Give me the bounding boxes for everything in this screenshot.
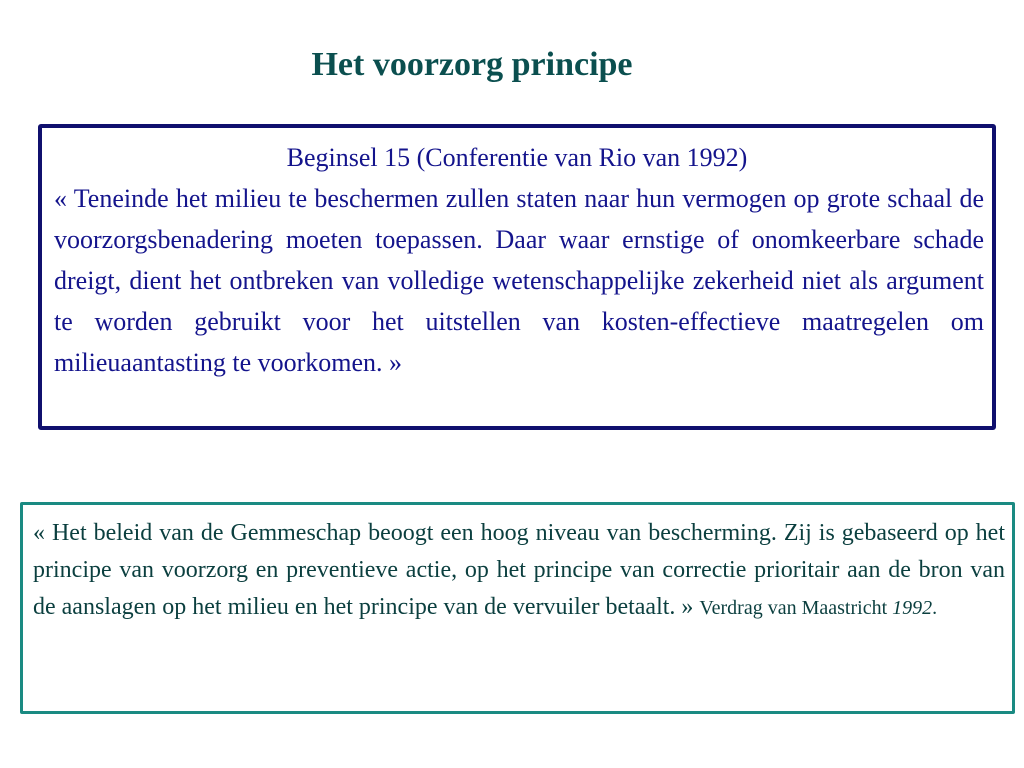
rio-box-heading: Beginsel 15 (Conferentie van Rio van 1992) [286,143,748,172]
rio-quote: « Teneinde het milieu te beschermen zullen staten naar hun vermogen op grote schaal de voorzorgsbenadering moeten toepassen. Daar waar ernstige of onomkeerbare schade dreigt, dient het ontbreken van volledige wetenschappelijke zekerheid niet als argument te worden gebruikt voor het uitstellen van kosten-effectieve maatregelen om milieuaantasting te voorkomen. » [54,184,984,377]
source-name: Verdrag van Maastricht [699,597,888,619]
source-citation [699,597,937,619]
maastricht-paragraph [33,515,1005,627]
rio-principle-box [38,124,996,430]
page-title: Het voorzorg principe [311,46,633,83]
source-end: . [932,597,938,619]
maastricht-quote: « Het beleid van de Gemmeschap beoogt een hoog niveau van bescherming. Zij is gebaseerd op het principe van voorzorg en preventieve actie, op het principe van correctie prioritair aan de bron van de aanslagen op het milieu en het principe van de vervuiler betaalt. » [33,520,1005,620]
source-year: 1992 [892,597,933,619]
maastricht-quote-box [20,502,1015,714]
